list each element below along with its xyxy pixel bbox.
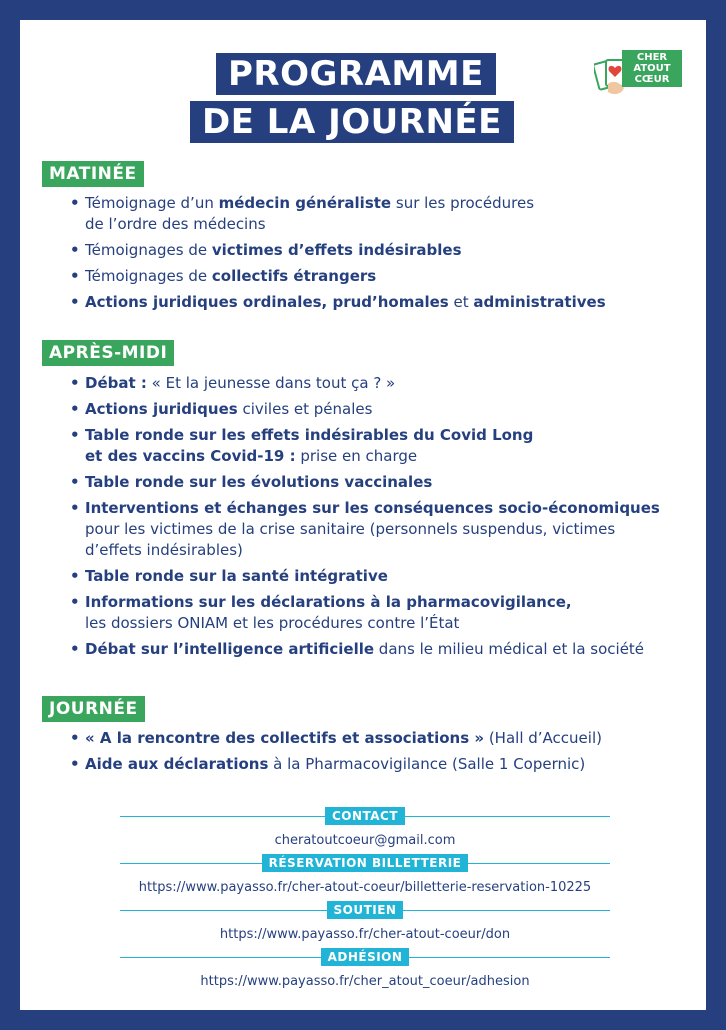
list-item [68, 728, 602, 749]
list-item [68, 193, 606, 235]
list-item [68, 592, 660, 634]
section-label-apres-midi: APRÈS-MIDI [42, 340, 174, 366]
logo-text-line-3: CŒUR [634, 74, 670, 85]
list-item-text: pour les victimes de la crise sanitaire (personnels suspendus, victimes [85, 520, 616, 538]
list-item-text: civiles et pénales [237, 400, 373, 418]
contact-email-link[interactable]: cheratoutcoeur@gmail.com [274, 833, 456, 848]
list-item [68, 266, 606, 287]
list-item-bold-text: médecin généraliste [218, 194, 392, 212]
logo-wordmark [622, 50, 682, 87]
adhesion-block [120, 946, 610, 991]
list-item-text: sur les procédures [391, 194, 535, 212]
list-item-text: dans le milieu médical et la société [374, 640, 645, 658]
page-title-line-1: PROGRAMME [216, 53, 496, 95]
adhesion-label: ADHÉSION [321, 948, 410, 966]
apres-midi-list [68, 373, 660, 665]
list-item-text: Témoignage d’un [85, 194, 219, 212]
list-item [68, 472, 660, 493]
list-item [68, 373, 660, 394]
journee-list [68, 728, 602, 780]
billetterie-block [120, 852, 610, 897]
list-item-text: (Hall d’Accueil) [484, 729, 602, 747]
page-title-line-2: DE LA JOURNÉE [190, 101, 514, 143]
logo-text-line-1: CHER [636, 52, 668, 63]
list-item-text: à la Pharmacovigilance (Salle 1 Copernic) [268, 755, 586, 773]
list-item-text: et [448, 293, 474, 311]
list-item-text: Témoignages de [85, 241, 212, 259]
list-item [68, 399, 660, 420]
list-item-text: prise en charge [295, 447, 418, 465]
list-item-text: Témoignages de [85, 267, 212, 285]
list-item [68, 292, 606, 313]
program-sheet [20, 20, 706, 1010]
list-item-bold-text: administratives [473, 293, 606, 311]
soutien-label: SOUTIEN [327, 901, 404, 919]
list-item-text: de l’ordre des médecins [85, 215, 266, 233]
list-item-bold-text: Aide aux déclarations [85, 755, 269, 773]
list-item-text: d’effets indésirables) [85, 541, 243, 559]
list-item-text: les dossiers ONIAM et les procédures contre l’État [85, 614, 460, 632]
list-item-text: « Et la jeunesse dans tout ça ? » [146, 374, 396, 392]
list-item [68, 639, 660, 660]
list-item-bold-text: Débat sur l’intelligence artificielle [85, 640, 375, 658]
list-item-bold-text: Table ronde sur les évolutions vaccinales [85, 473, 433, 491]
list-item-bold-text: Interventions et échanges sur les conséquences socio-économiques [85, 499, 660, 517]
contact-label: CONTACT [325, 807, 405, 825]
section-label-journee: JOURNÉE [42, 696, 145, 722]
list-item-bold-text: Table ronde sur la santé intégrative [85, 567, 388, 585]
list-item [68, 498, 660, 561]
matinee-list [68, 193, 606, 318]
list-item-bold-text: Actions juridiques [85, 400, 238, 418]
cher-atout-coeur-logo [594, 50, 684, 106]
list-item-bold-text: victimes d’effets indésirables [211, 241, 462, 259]
billetterie-link[interactable]: https://www.payasso.fr/cher-atout-coeur/billetterie-reservation-10225 [138, 880, 592, 895]
contact-block [120, 805, 610, 850]
list-item-bold-text: et des vaccins Covid-19 : [85, 447, 296, 465]
soutien-block [120, 899, 610, 944]
list-item-bold-text: Table ronde sur les effets indésirables du Covid Long [85, 426, 534, 444]
logo-text-line-2: ATOUT [633, 63, 671, 74]
soutien-link[interactable]: https://www.payasso.fr/cher-atout-coeur/don [219, 927, 511, 942]
list-item [68, 566, 660, 587]
adhesion-link[interactable]: https://www.payasso.fr/cher_atout_coeur/adhesion [200, 974, 530, 989]
list-item-bold-text: Débat : [85, 374, 147, 392]
section-label-matinee: MATINÉE [42, 161, 144, 187]
list-item-bold-text: « A la rencontre des collectifs et associations » [85, 729, 485, 747]
list-item [68, 754, 602, 775]
list-item [68, 425, 660, 467]
list-item [68, 240, 606, 261]
billetterie-label: RÉSERVATION BILLETTERIE [262, 854, 469, 872]
list-item-bold-text: collectifs étrangers [211, 267, 377, 285]
list-item-bold-text: Actions juridiques ordinales, prud’homales [85, 293, 449, 311]
list-item-bold-text: Informations sur les déclarations à la pharmacovigilance, [85, 593, 572, 611]
